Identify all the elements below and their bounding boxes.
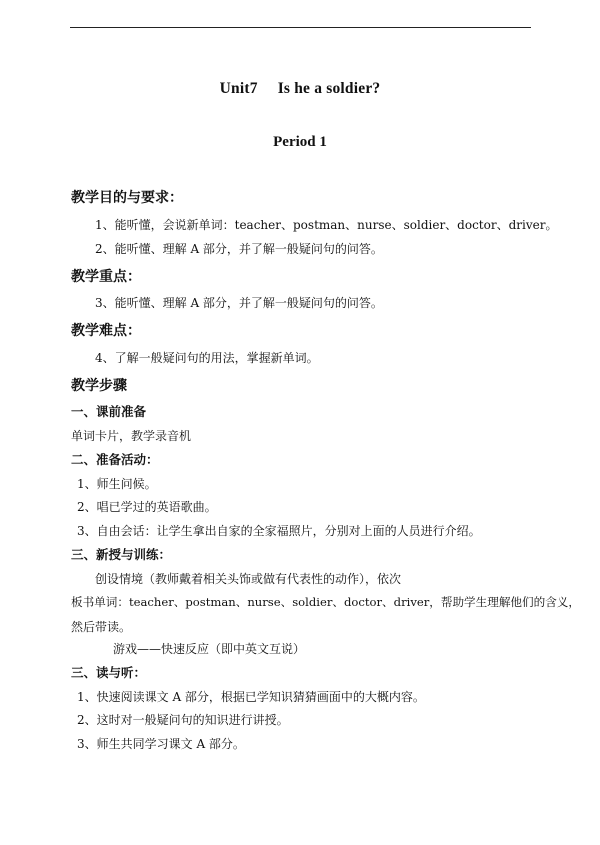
title-question: Is he a soldier?	[277, 80, 381, 97]
document-title	[0, 81, 600, 97]
warmup-item-2: 2、唱已学过的英语歌曲。	[77, 500, 217, 514]
steps-heading: 教学步骤	[71, 378, 127, 394]
preparation-heading: 一、课前准备	[71, 404, 147, 419]
presentation-line-1: 创设情境（教师戴着相关头饰或做有代表性的动作），依次	[95, 572, 402, 586]
presentation-heading: 三、新授与训练：	[71, 547, 172, 562]
presentation-game: 游戏——快速反应（即中英文互说）	[113, 642, 306, 656]
reading-heading: 三、读与听：	[71, 665, 147, 680]
reading-item-1: 1、快速阅读课文 A 部分，根据已学知识猜猜画面中的大概内容。	[77, 690, 425, 704]
period-heading: Period 1	[273, 134, 327, 150]
objectives-item-2: 2、能听懂、理解 A 部分，并了解一般疑问句的问答。	[95, 242, 383, 256]
preparation-text: 单词卡片，教学录音机	[71, 429, 192, 443]
key-points-heading: 教学重点：	[71, 269, 141, 285]
title-unit: Unit7	[219, 80, 258, 97]
key-points-item-1: 3、能听懂、理解 A 部分，并了解一般疑问句的问答。	[95, 296, 383, 310]
difficulties-item-1: 4、了解一般疑问句的用法，掌握新单词。	[95, 351, 319, 365]
presentation-line-3: 然后带读。	[71, 620, 132, 634]
presentation-line-2: 板书单词：teacher、postman、nurse、soldier、doctor、driver，帮助学生理解他们的含义，	[71, 595, 580, 609]
reading-item-3: 3、师生共同学习课文 A 部分。	[77, 737, 245, 751]
objectives-heading: 教学目的与要求：	[71, 190, 183, 206]
warmup-item-1: 1、师生问候。	[77, 477, 157, 491]
reading-item-2: 2、这时对一般疑问句的知识进行讲授。	[77, 713, 289, 727]
warmup-heading: 二、准备活动：	[71, 452, 159, 467]
difficulties-heading: 教学难点：	[71, 323, 141, 339]
header-rule	[70, 27, 531, 28]
objectives-item-1: 1、能听懂，会说新单词：teacher、postman、nurse、soldier、doctor、driver。	[95, 218, 558, 232]
warmup-item-3: 3、自由会话：让学生拿出自家的全家福照片，分别对上面的人员进行介绍。	[77, 524, 481, 538]
